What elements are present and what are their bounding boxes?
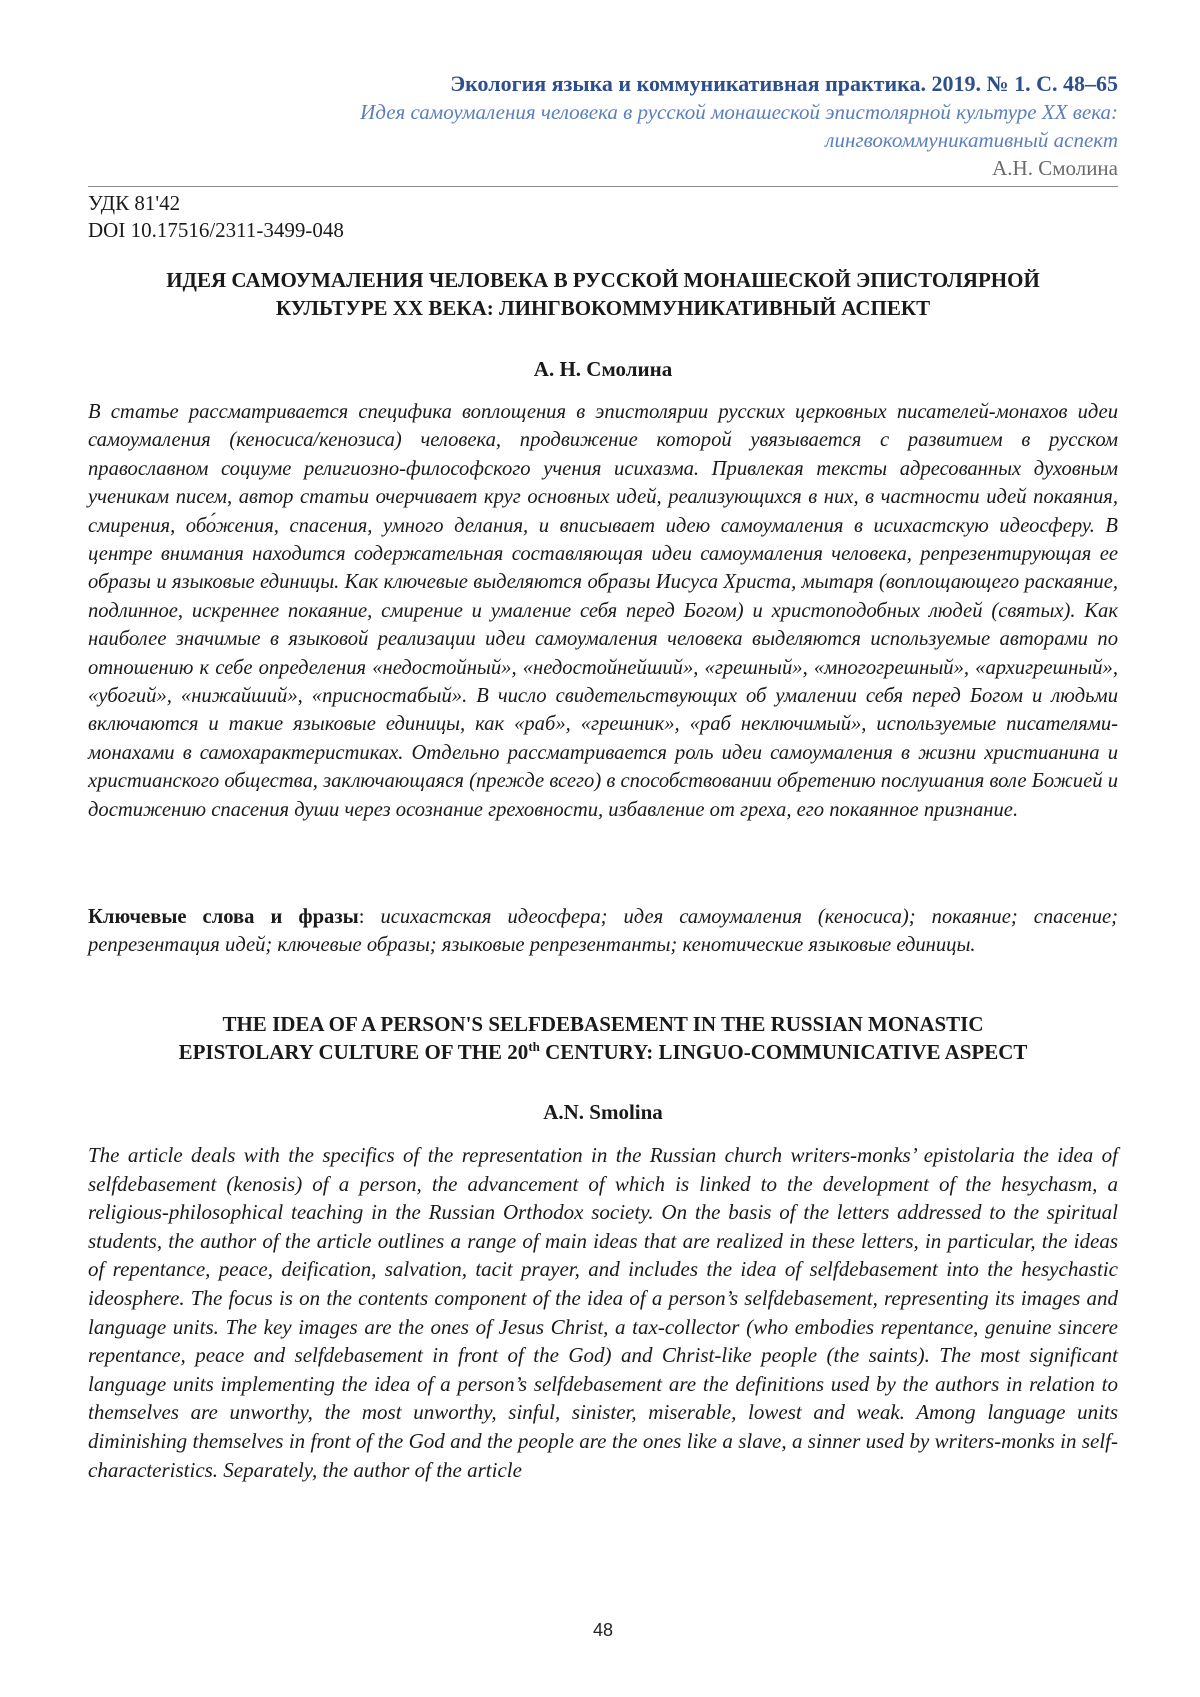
ru-title <box>88 266 1118 322</box>
running-title-line1: Идея самоумаления человека в русской монашеской эпистолярной культуре XX века: <box>360 100 1118 124</box>
en-author: A.N. Smolina <box>543 1100 663 1124</box>
keywords-list: исихастская идеосфера; идея самоумаления (кеносиса); покаяние; спасение; репрезентация идей; ключевые образы; языковые репрезентанты; кенотические языковые единицы. <box>88 906 1118 957</box>
journal-citation: Экология языка и коммуникативная практика. 2019. № 1. С. 48–65 <box>450 71 1118 96</box>
udk-code: УДК 81'42 <box>88 191 181 215</box>
keywords-label: Ключевые слова и фразы <box>88 906 359 928</box>
header-divider <box>88 186 1118 187</box>
ru-keywords: Ключевые слова и фразы: исихастская идеосфера; идея самоумаления (кеносиса); покаяние; спасение; репрезентация идей; ключевые образы; языковые репрезентанты; кенотические языковые единицы. <box>88 906 1118 957</box>
en-title <box>88 1010 1118 1066</box>
en-abstract: The article deals with the specifics of the representation in the Russian church writers-monks’ epistolaria the idea of selfdebasement (kenosis) of a person, the advancement of which is linked to the development of the hesychasm, a religious-philosophical teaching in the Russian Orthodox society. On the basis of the letters addressed to the spiritual students, the author of the article outlines a range of main ideas that are realized in these letters, in particular, the ideas of repentance, peace, deification, salvation, tacit prayer, and includes the idea of selfdebasement into the hesychastic ideosphere. The focus is on the contents component of the idea of a person’s selfdebasement, representing its images and language units. The key images are the ones of Jesus Christ, a tax-collector (who embodies repentance, genuine sincere repentance, peace and selfdebasement in front of the God) and Christ-like people (the saints). The most significant language units implementing the idea of a person’s selfdebasement are the definitions used by the authors in relation to themselves are unworthy, the most unworthy, sinful, sinister, miserable, lowest and weak. Among language units diminishing themselves in front of the God and the people are the ones like a slave, a sinner used by writers-monks in self-characteristics. Separately, the author of the article <box>88 1143 1118 1482</box>
running-title-line2: лингвокоммуникативный аспект <box>825 128 1118 152</box>
ru-abstract: В статье рассматривается специфика воплощения в эпистолярии русских церковных писателей-монахов идеи самоумаления (кеносиса/кенозиса) человека, продвижение которой увязывается с развитием в русском православном социуме религиозно-философского учения исихазма. Привлекая тексты адресованных духовным ученикам писем, автор статьи очерчивает круг основных идей, реализующихся в них, в частности идей покаяния, смирения, обо́жения, спасения, умного делания, и вписывает идею самоумаления в исихастскую идеосферу. В центре внимания находится содержательная составляющая идеи самоумаления человека, репрезентирующая ее образы и языковые единицы. Как ключевые выделяются образы Иисуса Христа, мытаря (воплощающего раскаяние, подлинное, искреннее покаяние, смирение и умаление себя перед Богом) и христоподобных людей (святых). Как наиболее значимые в языковой реализации идеи самоумаления человека выделяются используемые авторами по отношению к себе определения «недостойный», «недостойнейший», «грешный», «многогрешный», «архигрешный», «убогий», «нижайший», «присностабый». В число свидетельствующих об умалении себя перед Богом и людьми включаются и такие языковые единицы, как «раб», «грешник», «раб неключимый», используемые писателями-монахами в самохарактеристиках. Отдельно рассматривается роль идеи самоумаления в жизни христианина и христианского общества, заключающаяся (прежде всего) в способствовании обретению послушания воле Божией и достижению спасения души через осознание греховности, избавление от греха, его покаянное признание. <box>88 401 1118 821</box>
page-number: 48 <box>592 1620 614 1640</box>
ordinal-suffix: th <box>528 1039 540 1054</box>
running-header <box>88 70 1118 182</box>
ru-title-line1: ИДЕЯ САМОУМАЛЕНИЯ ЧЕЛОВЕКА В РУССКОЙ МОНАШЕСКОЙ ЭПИСТОЛЯРНОЙ <box>166 268 1040 292</box>
doi: DOI 10.17516/2311-3499-048 <box>88 218 344 242</box>
running-author: А.Н. Смолина <box>992 156 1118 180</box>
ru-author: А. Н. Смолина <box>533 357 673 381</box>
en-title-line2: EPISTOLARY CULTURE OF THE 20th CENTURY: LINGUO-COMMUNICATIVE ASPECT <box>178 1039 1028 1064</box>
article-meta <box>88 190 344 244</box>
ru-title-line2: КУЛЬТУРЕ XX ВЕКА: ЛИНГВОКОММУНИКАТИВНЫЙ АСПЕКТ <box>275 296 931 320</box>
en-title-line1: THE IDEA OF A PERSON'S SELFDEBASEMENT IN THE RUSSIAN MONASTIC <box>222 1012 984 1036</box>
